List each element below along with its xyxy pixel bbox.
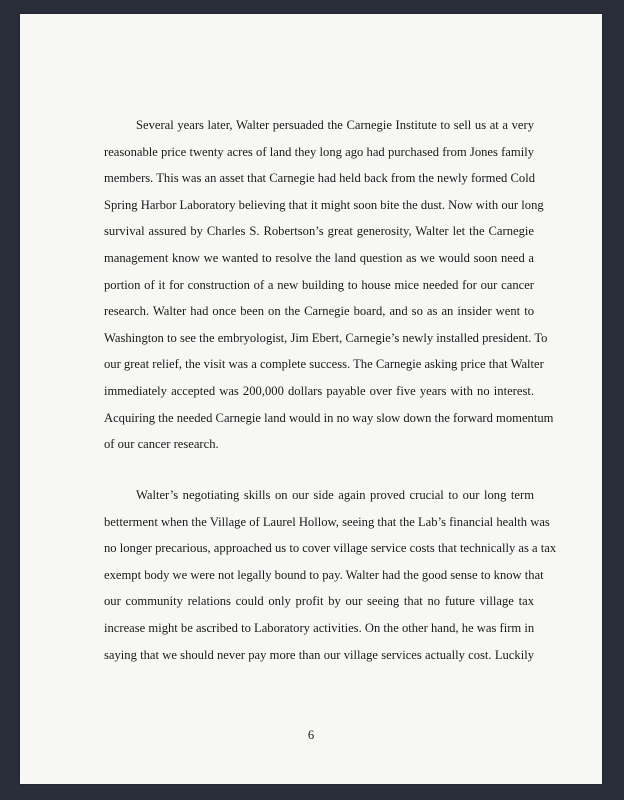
paragraph-2 — [104, 482, 557, 668]
text-line: Several years later, Walter persuaded the Carnegie Institute to sell us at a very — [136, 118, 534, 132]
text-line: saying that we should never pay more than our village services actually cost. Luckily — [104, 647, 534, 662]
text-line: Walter’s negotiating skills on our side again proved crucial to our long term — [136, 488, 534, 502]
text-line: portion of it for construction of a new building to house mice needed for our cancer — [104, 277, 534, 292]
text-line: increase might be ascribed to Laboratory activities. On the other hand, he was firm in — [104, 620, 535, 635]
text-line: immediately accepted was 200,000 dollars payable over five years with no interest. — [104, 383, 534, 398]
document-page — [20, 14, 602, 784]
text-line: research. Walter had once been on the Carnegie board, and so as an insider went to — [104, 304, 534, 319]
page-number: 6 — [307, 728, 315, 742]
text-line: Washington to see the embryologist, Jim Ebert, Carnegie’s newly installed president. To — [104, 330, 548, 345]
text-line: management know we wanted to resolve the land question as we would soon need a — [104, 250, 534, 265]
text-line: betterment when the Village of Laurel Hollow, seeing that the Lab’s financial health was — [104, 514, 550, 529]
text-line: members. This was an asset that Carnegie had held back from the newly formed Cold — [104, 171, 535, 186]
text-line: our community relations could only profit by our seeing that no future village tax — [104, 594, 534, 609]
text-line: Acquiring the needed Carnegie land would in no way slow down the forward momentum — [104, 410, 554, 425]
text-line: Spring Harbor Laboratory believing that it might soon bite the dust. Now with our long — [104, 197, 544, 212]
text-line: our great relief, the visit was a complete success. The Carnegie asking price that Walter — [104, 357, 544, 372]
text-line: survival assured by Charles S. Robertson’s great generosity, Walter let the Carnegie — [104, 224, 534, 239]
text-line: of our cancer research. — [104, 437, 219, 452]
paragraph-1 — [104, 112, 554, 458]
text-line: reasonable price twenty acres of land they long ago had purchased from Jones family — [104, 144, 534, 159]
text-line: no longer precarious, approached us to cover village service costs that technically as a tax — [104, 541, 557, 556]
text-line: exempt body we were not legally bound to pay. Walter had the good sense to know that — [104, 567, 544, 582]
